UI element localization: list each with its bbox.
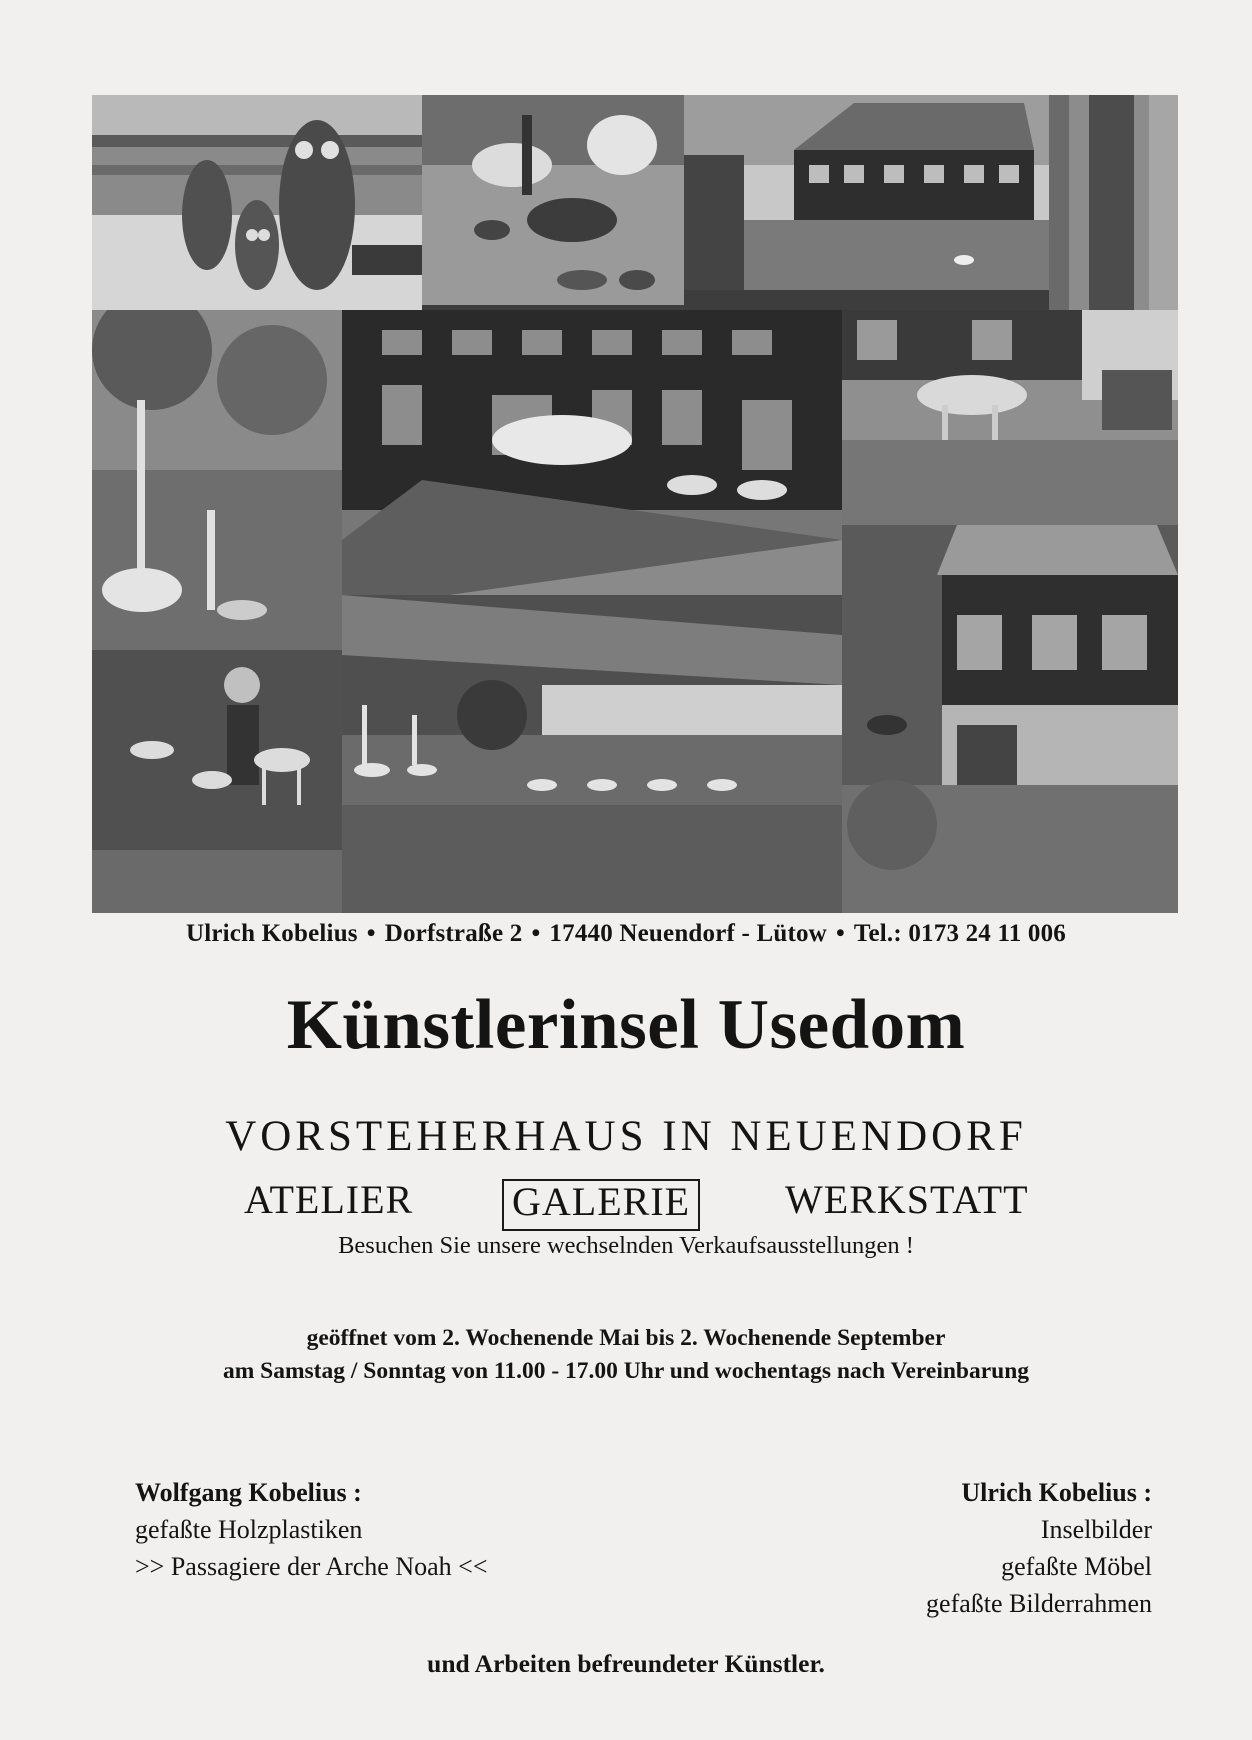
photo-boat-ark-sculpture	[342, 595, 842, 913]
artist-left-block	[135, 1474, 488, 1585]
bullet-separator: •	[835, 920, 845, 947]
opening-hours: am Samstag / Sonntag von 11.00 - 17.00 Uhr und wochentags nach Vereinbarung	[222, 1358, 1030, 1384]
page-subtitle: VORSTEHERHAUS IN NEUENDORF	[225, 1113, 1027, 1160]
section-werkstatt: WERKSTATT	[785, 1177, 1029, 1222]
address-city: 17440 Neuendorf - Lütow	[549, 920, 827, 947]
artist-right-item: gefaßte Bilderrahmen	[926, 1589, 1152, 1618]
address-line	[0, 920, 1252, 948]
photo-timber-house-yard	[684, 95, 1049, 290]
footer-note: und Arbeiten befreundeter Künstler.	[427, 1649, 825, 1678]
page-title: Künstlerinsel Usedom	[286, 986, 966, 1064]
artist-left-item: >> Passagiere der Arche Noah <<	[135, 1552, 488, 1581]
address-name: Ulrich Kobelius	[185, 920, 358, 947]
photo-animal-figures-table	[422, 95, 684, 305]
section-atelier: ATELIER	[244, 1177, 414, 1222]
artist-right-block	[926, 1474, 1152, 1622]
photo-tree-trunk	[1049, 95, 1178, 335]
bullet-separator: •	[366, 920, 376, 947]
photo-main-timber-house	[342, 310, 842, 640]
photo-owl-sculptures	[92, 95, 422, 310]
artist-left-item: gefaßte Holzplastiken	[135, 1515, 363, 1544]
artist-right-name: Ulrich Kobelius :	[961, 1478, 1152, 1507]
section-galerie-boxed: GALERIE	[502, 1179, 700, 1231]
photo-small-house-right	[842, 525, 1178, 913]
visit-text: Besuchen Sie unsere wechselnden Verkaufsausstellungen !	[338, 1232, 914, 1259]
artist-right-item: Inselbilder	[1040, 1515, 1152, 1544]
bullet-separator: •	[531, 920, 541, 947]
address-street: Dorfstraße 2	[384, 920, 523, 947]
photo-collage	[92, 95, 1178, 913]
photo-garden-with-artist	[92, 310, 342, 913]
artist-right-item: gefaßte Möbel	[1001, 1552, 1152, 1581]
photo-deer-figures-meadow	[842, 310, 1178, 525]
opening-period: geöffnet vom 2. Wochenende Mai bis 2. Wochenende September	[306, 1325, 946, 1351]
address-phone: Tel.: 0173 24 11 006	[853, 920, 1067, 947]
artist-left-name: Wolfgang Kobelius :	[135, 1478, 362, 1507]
